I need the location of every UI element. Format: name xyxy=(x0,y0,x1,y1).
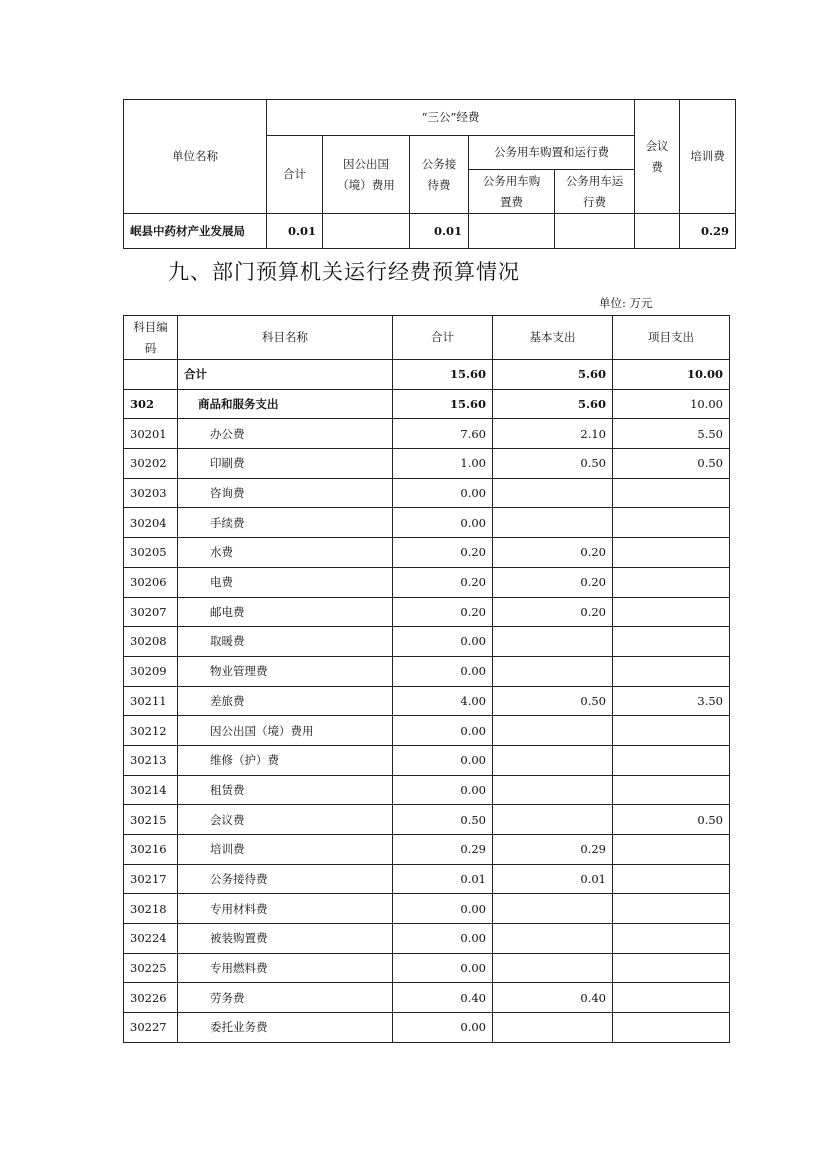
basic-cell xyxy=(493,745,613,775)
table-row xyxy=(124,567,730,597)
table-row xyxy=(124,745,730,775)
project-cell: 0.50 xyxy=(613,449,730,479)
name-cell: 培训费 xyxy=(178,835,393,865)
name-cell: 差旅费 xyxy=(178,686,393,716)
header-total: 合计 xyxy=(267,136,323,214)
table-row xyxy=(124,538,730,568)
code-cell: 30212 xyxy=(124,716,178,746)
basic-cell: 0.50 xyxy=(493,449,613,479)
project-cell: 3.50 xyxy=(613,686,730,716)
header-code: 科目编码 xyxy=(124,316,178,360)
header-unit-name: 单位名称 xyxy=(124,100,267,214)
code-cell: 30208 xyxy=(124,627,178,657)
code-cell: 30218 xyxy=(124,894,178,924)
project-cell xyxy=(613,983,730,1013)
project-cell xyxy=(613,1013,730,1043)
code-cell: 30201 xyxy=(124,419,178,449)
basic-cell xyxy=(493,1013,613,1043)
total-cell: 0.50 xyxy=(393,805,493,835)
name-cell: 委托业务费 xyxy=(178,1013,393,1043)
total-cell: 0.20 xyxy=(393,567,493,597)
total-cell: 0.20 xyxy=(393,597,493,627)
table-row xyxy=(124,924,730,954)
project-cell: 5.50 xyxy=(613,419,730,449)
name-cell: 印刷费 xyxy=(178,449,393,479)
basic-cell xyxy=(493,478,613,508)
total-cell: 0.00 xyxy=(393,716,493,746)
total-cell: 0.00 xyxy=(393,953,493,983)
table-row xyxy=(124,389,730,419)
name-cell: 租赁费 xyxy=(178,775,393,805)
basic-cell: 0.20 xyxy=(493,567,613,597)
name-cell: 办公费 xyxy=(178,419,393,449)
total-cell: 15.60 xyxy=(393,389,493,419)
total-cell: 0.00 xyxy=(393,894,493,924)
total-cell: 15.60 xyxy=(393,360,493,390)
project-cell xyxy=(613,716,730,746)
name-cell: 因公出国（境）费用 xyxy=(178,716,393,746)
total-cell: 0.29 xyxy=(393,835,493,865)
code-cell: 30206 xyxy=(124,567,178,597)
code-cell: 30203 xyxy=(124,478,178,508)
basic-cell: 2.10 xyxy=(493,419,613,449)
basic-cell: 5.60 xyxy=(493,389,613,419)
project-cell xyxy=(613,835,730,865)
header-meeting: 会议费 xyxy=(635,100,680,214)
total-cell: 0.00 xyxy=(393,508,493,538)
basic-cell: 0.01 xyxy=(493,864,613,894)
code-cell: 30205 xyxy=(124,538,178,568)
project-cell xyxy=(613,894,730,924)
table-row xyxy=(124,449,730,479)
name-cell: 合计 xyxy=(178,360,393,390)
total-cell: 0.40 xyxy=(393,983,493,1013)
table-row xyxy=(124,983,730,1013)
code-cell: 30207 xyxy=(124,597,178,627)
project-cell xyxy=(613,508,730,538)
code-cell: 30211 xyxy=(124,686,178,716)
name-cell: 咨询费 xyxy=(178,478,393,508)
name-cell: 劳务费 xyxy=(178,983,393,1013)
name-cell: 手续费 xyxy=(178,508,393,538)
table-row xyxy=(124,627,730,657)
table-row xyxy=(124,805,730,835)
code-cell: 30225 xyxy=(124,953,178,983)
total-cell: 0.01 xyxy=(267,214,323,249)
basic-cell xyxy=(493,953,613,983)
header-name: 科目名称 xyxy=(178,316,393,360)
reception-cell: 0.01 xyxy=(410,214,469,249)
header-vehicle-operation: 公务用车运行费 xyxy=(555,170,635,214)
total-cell: 0.00 xyxy=(393,478,493,508)
name-cell: 商品和服务支出 xyxy=(178,389,393,419)
project-cell xyxy=(613,656,730,686)
name-cell: 专用燃料费 xyxy=(178,953,393,983)
meeting-cell xyxy=(635,214,680,249)
unit-label: 单位: 万元 xyxy=(599,296,653,310)
basic-cell xyxy=(493,627,613,657)
project-cell xyxy=(613,478,730,508)
name-cell: 邮电费 xyxy=(178,597,393,627)
table-row xyxy=(124,775,730,805)
basic-cell xyxy=(493,805,613,835)
total-cell: 0.00 xyxy=(393,1013,493,1043)
basic-cell xyxy=(493,656,613,686)
vehicle-operation-cell xyxy=(555,214,635,249)
code-cell: 30213 xyxy=(124,745,178,775)
header-basic: 基本支出 xyxy=(493,316,613,360)
basic-cell xyxy=(493,716,613,746)
table-row xyxy=(124,894,730,924)
basic-cell: 0.20 xyxy=(493,538,613,568)
project-cell: 10.00 xyxy=(613,360,730,390)
table-row xyxy=(124,656,730,686)
name-cell: 电费 xyxy=(178,567,393,597)
header-abroad: 因公出国（境）费用 xyxy=(323,136,410,214)
section-title: 九、部门预算机关运行经费预算情况 xyxy=(168,260,520,284)
total-cell: 0.01 xyxy=(393,864,493,894)
project-cell xyxy=(613,864,730,894)
table-row xyxy=(124,419,730,449)
table-row xyxy=(124,953,730,983)
project-cell xyxy=(613,953,730,983)
table-row xyxy=(124,686,730,716)
code-cell: 30224 xyxy=(124,924,178,954)
project-cell xyxy=(613,597,730,627)
basic-cell xyxy=(493,894,613,924)
table-row xyxy=(124,835,730,865)
vehicle-purchase-cell xyxy=(469,214,555,249)
code-cell: 30217 xyxy=(124,864,178,894)
code-cell: 302 xyxy=(124,389,178,419)
total-cell: 0.00 xyxy=(393,745,493,775)
project-cell xyxy=(613,538,730,568)
table-row xyxy=(124,1013,730,1043)
header-project: 项目支出 xyxy=(613,316,730,360)
basic-cell xyxy=(493,508,613,538)
project-cell xyxy=(613,627,730,657)
sangong-table xyxy=(123,99,736,249)
table-row xyxy=(124,864,730,894)
table-row xyxy=(124,597,730,627)
name-cell: 取暖费 xyxy=(178,627,393,657)
name-cell: 水费 xyxy=(178,538,393,568)
training-cell: 0.29 xyxy=(680,214,736,249)
code-cell: 30214 xyxy=(124,775,178,805)
project-cell xyxy=(613,745,730,775)
basic-cell: 5.60 xyxy=(493,360,613,390)
basic-cell: 0.29 xyxy=(493,835,613,865)
code-cell: 30215 xyxy=(124,805,178,835)
unit-name-cell: 岷县中药材产业发展局 xyxy=(124,214,267,249)
basic-cell: 0.50 xyxy=(493,686,613,716)
header-vehicle-purchase: 公务用车购置费 xyxy=(469,170,555,214)
header-training: 培训费 xyxy=(680,100,736,214)
total-cell: 0.00 xyxy=(393,656,493,686)
header-sangong: “三公”经费 xyxy=(267,100,635,136)
table-row xyxy=(124,360,730,390)
header-vehicle: 公务用车购置和运行费 xyxy=(469,136,635,170)
operating-expense-table xyxy=(123,315,730,1043)
total-cell: 7.60 xyxy=(393,419,493,449)
code-cell: 30204 xyxy=(124,508,178,538)
basic-cell xyxy=(493,924,613,954)
project-cell xyxy=(613,924,730,954)
total-cell: 1.00 xyxy=(393,449,493,479)
name-cell: 公务接待费 xyxy=(178,864,393,894)
code-cell: 30226 xyxy=(124,983,178,1013)
name-cell: 物业管理费 xyxy=(178,656,393,686)
total-cell: 0.00 xyxy=(393,924,493,954)
name-cell: 被装购置费 xyxy=(178,924,393,954)
basic-cell: 0.40 xyxy=(493,983,613,1013)
total-cell: 0.00 xyxy=(393,775,493,805)
header-total: 合计 xyxy=(393,316,493,360)
name-cell: 会议费 xyxy=(178,805,393,835)
project-cell: 10.00 xyxy=(613,389,730,419)
code-cell: 30227 xyxy=(124,1013,178,1043)
basic-cell: 0.20 xyxy=(493,597,613,627)
total-cell: 0.20 xyxy=(393,538,493,568)
abroad-cell xyxy=(323,214,410,249)
code-cell: 30209 xyxy=(124,656,178,686)
project-cell: 0.50 xyxy=(613,805,730,835)
name-cell: 维修（护）费 xyxy=(178,745,393,775)
table-row xyxy=(124,478,730,508)
code-cell xyxy=(124,360,178,390)
name-cell: 专用材料费 xyxy=(178,894,393,924)
total-cell: 4.00 xyxy=(393,686,493,716)
project-cell xyxy=(613,775,730,805)
header-reception: 公务接待费 xyxy=(410,136,469,214)
code-cell: 30202 xyxy=(124,449,178,479)
basic-cell xyxy=(493,775,613,805)
total-cell: 0.00 xyxy=(393,627,493,657)
project-cell xyxy=(613,567,730,597)
table-row xyxy=(124,716,730,746)
code-cell: 30216 xyxy=(124,835,178,865)
table-row xyxy=(124,508,730,538)
